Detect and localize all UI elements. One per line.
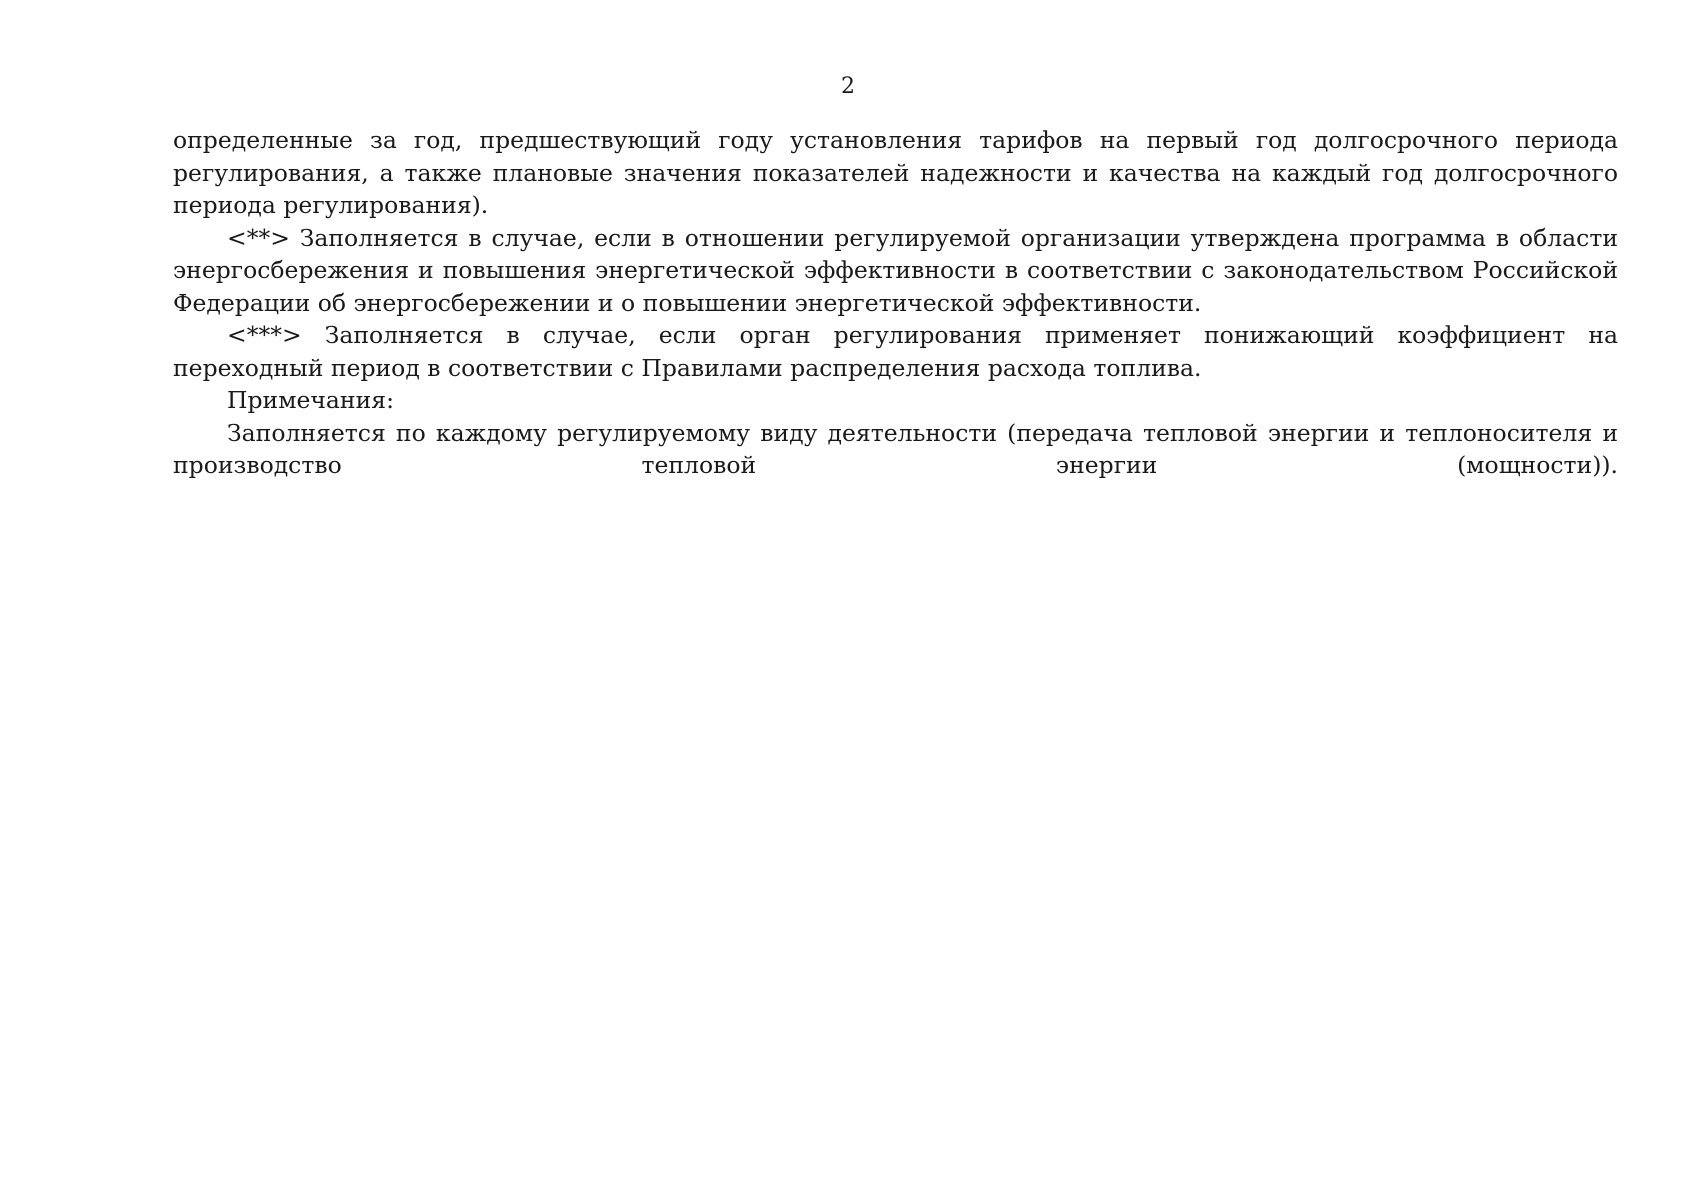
document-body xyxy=(173,124,1618,482)
footnote-double-asterisk: <**> Заполняется в случае, если в отношении регулируемой организации утверждена программа в области энергосбережения и повышения энергетической эффективности в соответствии с законодательством Российской Федерации об энергосбережении и о повышении энергетической эффективности. xyxy=(173,223,1618,317)
page-number: 2 xyxy=(841,74,855,99)
notes-heading: Примечания: xyxy=(227,386,395,414)
paragraph-continuation: определенные за год, предшествующий году установления тарифов на первый год долгосрочного периода регулирования, а также плановые значения показателей надежности и качества на каждый год долгосрочного периода регулирования). xyxy=(173,126,1618,219)
notes-text: Заполняется по каждому регулируемому виду деятельности (передача тепловой энергии и теплоносителя и производство тепловой энергии (мощности)). xyxy=(173,418,1618,479)
footnote-triple-asterisk: <***> Заполняется в случае, если орган регулирования применяет понижающий коэффициент на переходный период в соответствии с Правилами распределения расхода топлива. xyxy=(173,321,1618,382)
